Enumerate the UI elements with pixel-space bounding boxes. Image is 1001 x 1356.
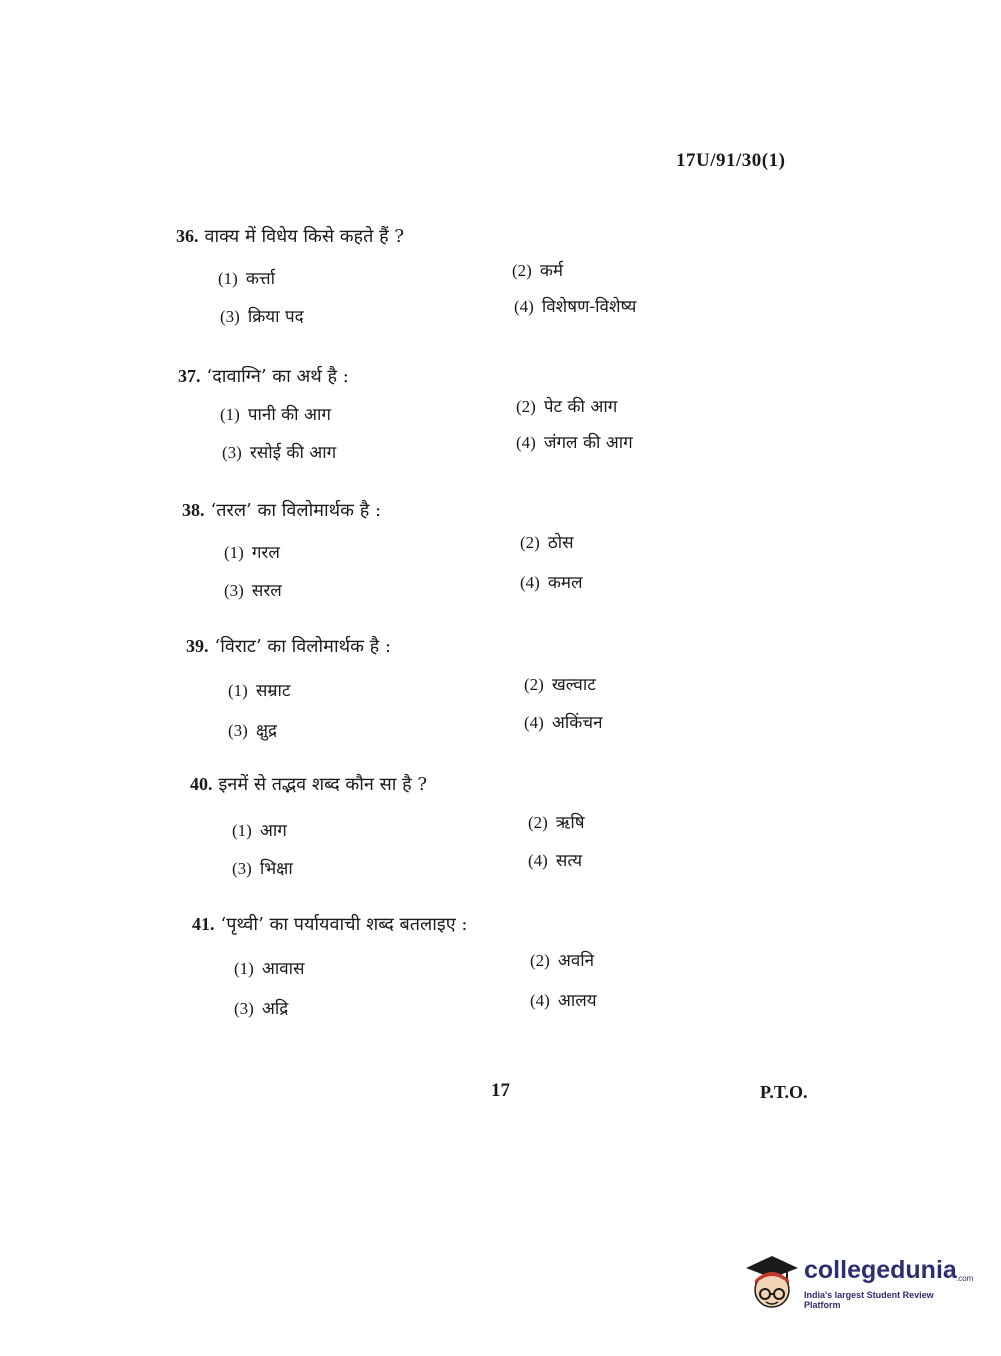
option-number: (2): [530, 951, 550, 970]
option-text: ऋषि: [555, 813, 585, 833]
option-number: (2): [516, 397, 536, 416]
question-40: [190, 772, 750, 902]
option-2: [512, 258, 563, 281]
option-number: (4): [530, 991, 550, 1010]
option-text: अकिंचन: [551, 713, 603, 733]
option-number: (2): [512, 261, 532, 280]
option-number: (4): [524, 713, 544, 732]
question-text: इनमें से तद्भव शब्द कौन सा है ?: [218, 774, 428, 795]
option-1: [218, 266, 275, 289]
question-37: [178, 364, 738, 494]
question-stem: [192, 912, 467, 936]
question-stem: [176, 224, 404, 248]
brand-name: collegedunia: [804, 1256, 957, 1284]
option-number: (2): [524, 675, 544, 694]
option-text: आलय: [557, 991, 597, 1011]
option-number: (4): [520, 573, 540, 592]
option-number: (1): [228, 681, 248, 700]
option-4: [514, 294, 636, 317]
question-text: वाक्य में विधेय किसे कहते हैं ?: [204, 226, 405, 247]
question-36: [176, 224, 736, 354]
option-text: आवास: [261, 959, 305, 979]
option-number: (1): [234, 959, 254, 978]
option-text: क्रिया पद: [247, 307, 304, 327]
option-4: [520, 570, 583, 593]
option-3: [232, 856, 293, 879]
option-1: [220, 402, 331, 425]
option-number: (1): [220, 405, 240, 424]
option-3: [220, 304, 304, 327]
option-4: [528, 848, 582, 871]
option-text: आग: [259, 821, 287, 841]
question-41: [192, 912, 752, 1042]
question-number: 36.: [176, 226, 199, 246]
option-2: [516, 394, 617, 417]
option-text: पेट की आग: [543, 397, 618, 417]
question-text: ‘पृथ्वी’ का पर्यायवाची शब्द बतलाइए :: [220, 914, 468, 935]
option-3: [234, 996, 288, 1019]
option-text: गरल: [251, 543, 280, 563]
question-stem: [190, 772, 427, 796]
option-number: (3): [220, 307, 240, 326]
option-1: [224, 540, 280, 563]
question-number: 40.: [190, 774, 213, 794]
option-4: [516, 430, 633, 453]
brand-suffix: .com: [956, 1274, 974, 1283]
option-number: (1): [218, 269, 238, 288]
pto-label: P.T.O.: [760, 1082, 808, 1102]
option-number: (3): [224, 581, 244, 600]
option-3: [222, 440, 336, 463]
mascot-icon: [742, 1250, 802, 1320]
option-text: पानी की आग: [247, 405, 331, 425]
option-text: सत्य: [555, 851, 583, 871]
option-number: (3): [228, 721, 248, 740]
question-stem: [186, 634, 391, 658]
question-number: 39.: [186, 636, 209, 656]
option-3: [224, 578, 282, 601]
question-text: ‘दावाग्नि’ का अर्थ है :: [206, 366, 349, 387]
question-number: 41.: [192, 914, 215, 934]
question-text: ‘विराट’ का विलोमार्थक है :: [214, 636, 391, 657]
option-number: (3): [234, 999, 254, 1018]
option-text: कर्म: [539, 261, 564, 281]
watermark-logo: [742, 1250, 972, 1320]
brand-tagline: India's largest Student Review Platform: [804, 1290, 934, 1310]
option-number: (4): [528, 851, 548, 870]
question-39: [186, 634, 746, 764]
option-2: [524, 672, 596, 695]
question-38: [182, 498, 742, 628]
option-2: [530, 948, 594, 971]
option-number: (4): [516, 433, 536, 452]
question-stem: [182, 498, 381, 522]
option-1: [232, 818, 287, 841]
page-number: 17: [491, 1080, 510, 1101]
question-stem: [178, 364, 349, 388]
option-number: (3): [222, 443, 242, 462]
option-text: ठोस: [547, 533, 574, 553]
question-text: ‘तरल’ का विलोमार्थक है :: [210, 500, 382, 521]
option-text: जंगल की आग: [543, 433, 633, 453]
option-number: (1): [232, 821, 252, 840]
option-text: क्षुद्र: [255, 721, 278, 741]
option-text: अवनि: [557, 951, 595, 971]
question-number: 38.: [182, 500, 205, 520]
option-text: कमल: [547, 573, 583, 593]
option-4: [524, 710, 603, 733]
option-text: अद्रि: [261, 999, 289, 1019]
option-text: भिक्षा: [259, 859, 293, 879]
option-3: [228, 718, 277, 741]
question-number: 37.: [178, 366, 201, 386]
option-number: (2): [520, 533, 540, 552]
paper-code: 17U/91/30(1): [676, 150, 786, 171]
option-number: (2): [528, 813, 548, 832]
option-text: विशेषण-विशेष्य: [541, 297, 637, 317]
option-number: (1): [224, 543, 244, 562]
option-number: (4): [514, 297, 534, 316]
option-number: (3): [232, 859, 252, 878]
option-2: [528, 810, 585, 833]
option-text: सम्राट: [255, 681, 291, 701]
option-1: [228, 678, 290, 701]
option-1: [234, 956, 305, 979]
option-text: सरल: [251, 581, 282, 601]
option-4: [530, 988, 597, 1011]
option-2: [520, 530, 574, 553]
option-text: रसोई की आग: [249, 443, 337, 463]
option-text: कर्त्ता: [245, 269, 276, 289]
option-text: खल्वाट: [551, 675, 596, 695]
